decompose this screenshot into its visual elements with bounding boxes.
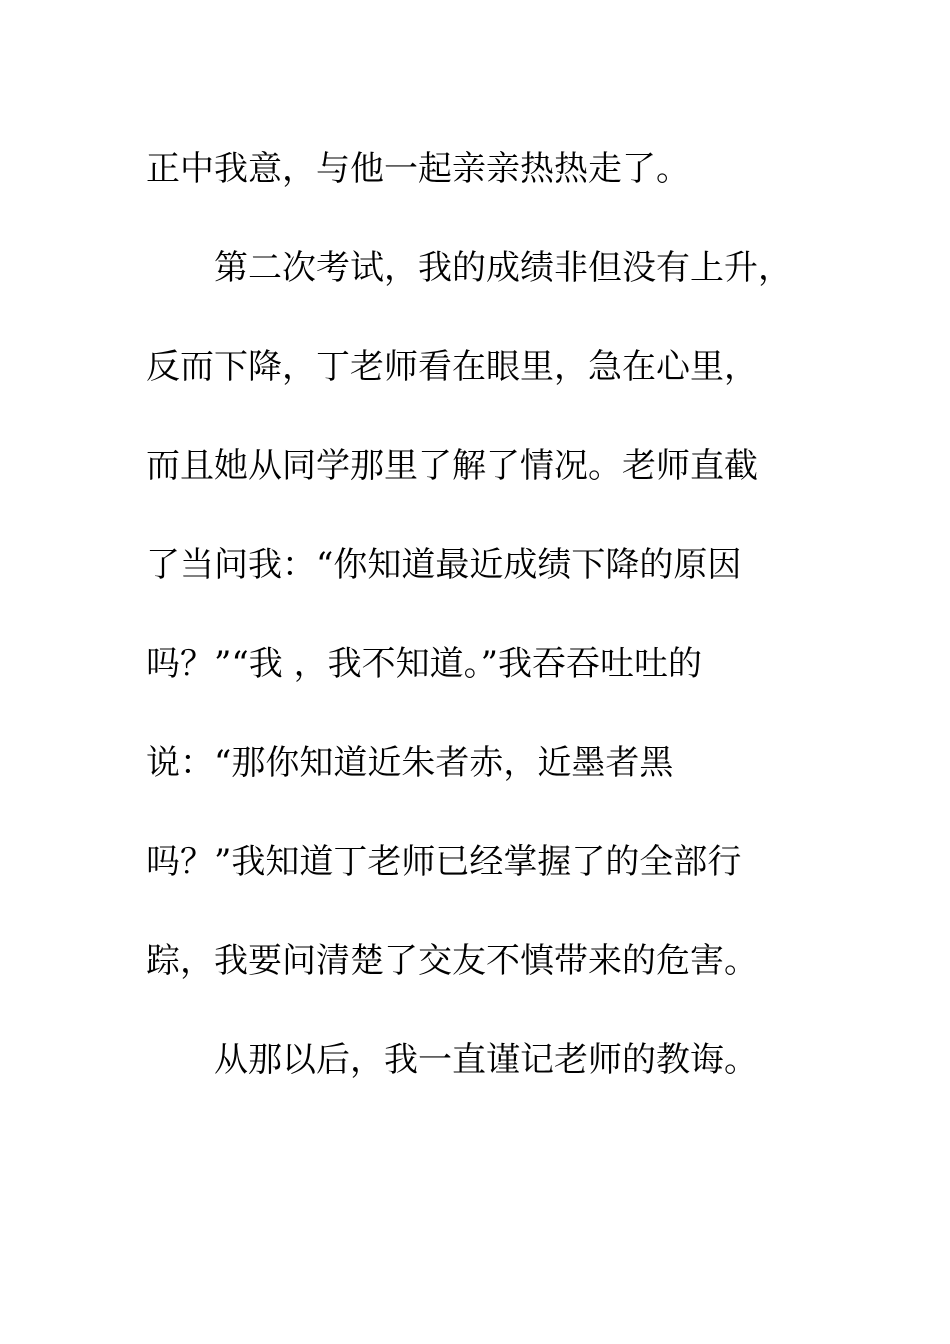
text-line: 吗？”我知道丁老师已经掌握了的全部行 bbox=[146, 842, 742, 882]
text-line: 而且她从同学那里了解了情况。老师直截 bbox=[146, 446, 758, 486]
text-line: 正中我意，与他一起亲亲热热走了。 bbox=[146, 149, 690, 189]
text-line: 说：“那你知道近朱者赤，近墨者黑 bbox=[146, 743, 674, 783]
text-line: 吗？”“我 ，我不知道。”我吞吞吐吐的 bbox=[146, 644, 702, 684]
text-line: 反而下降，丁老师看在眼里，急在心里， bbox=[146, 347, 758, 387]
text-line: 第二次考试，我的成绩非但没有上升， bbox=[214, 248, 792, 288]
text-line: 踪，我要问清楚了交友不慎带来的危害。 bbox=[146, 941, 758, 981]
text-line: 了当问我：“你知道最近成绩下降的原因 bbox=[146, 545, 742, 585]
body-text bbox=[146, 120, 806, 1110]
text-line: 从那以后，我一直谨记老师的教诲。 bbox=[214, 1040, 758, 1080]
